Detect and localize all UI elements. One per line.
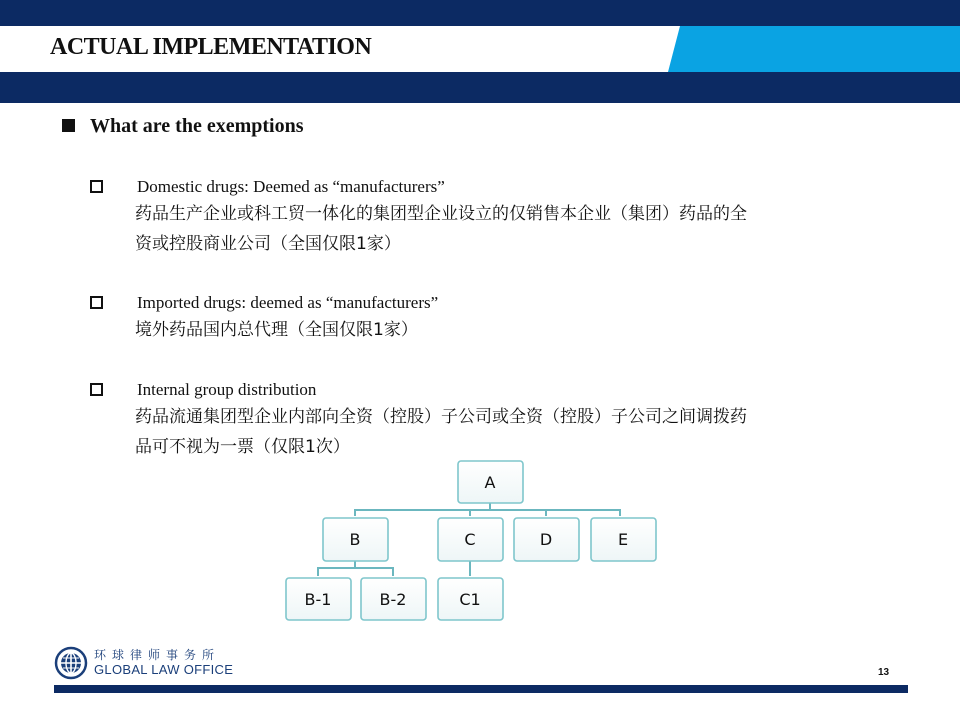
exemption-description-line: 药品生产企业或科工贸一体化的集团型企业设立的仅销售本企业（集团）药品的全 bbox=[135, 204, 747, 224]
exemption-label: Imported drugs: deemed as “manufacturers” bbox=[137, 293, 439, 312]
org-node-label: A bbox=[484, 473, 496, 492]
section-heading: What are the exemptions bbox=[90, 115, 304, 137]
org-node-label: C1 bbox=[459, 590, 481, 609]
slide-title: ACTUAL IMPLEMENTATION bbox=[50, 34, 372, 60]
footer-bar bbox=[54, 685, 908, 693]
firm-name-english: GLOBAL LAW OFFICE bbox=[94, 662, 234, 677]
exemption-label: Domestic drugs: Deemed as “manufacturers” bbox=[137, 177, 445, 196]
org-node-label: E bbox=[617, 530, 629, 549]
exemption-description-line: 药品流通集团型企业内部向全资（控股）子公司或全资（控股）子公司之间调拨药 bbox=[135, 407, 747, 427]
org-node-label: B bbox=[349, 530, 361, 549]
org-node-label: B-1 bbox=[304, 590, 332, 609]
exemption-description-line: 资或控股商业公司（全国仅限1家） bbox=[135, 234, 401, 254]
exemption-label: Internal group distribution bbox=[137, 380, 317, 399]
exemption-description-line: 境外药品国内总代理（全国仅限1家） bbox=[135, 320, 418, 340]
org-node-label: C bbox=[464, 530, 476, 549]
page-number: 13 bbox=[878, 667, 890, 678]
globe-logo-icon bbox=[54, 646, 88, 680]
org-node-label: B-2 bbox=[379, 590, 407, 609]
firm-name-chinese: 环球律师事务所 bbox=[94, 648, 221, 662]
exemption-description-line: 品可不视为一票（仅限1次） bbox=[135, 437, 350, 457]
org-node-label: D bbox=[539, 530, 553, 549]
